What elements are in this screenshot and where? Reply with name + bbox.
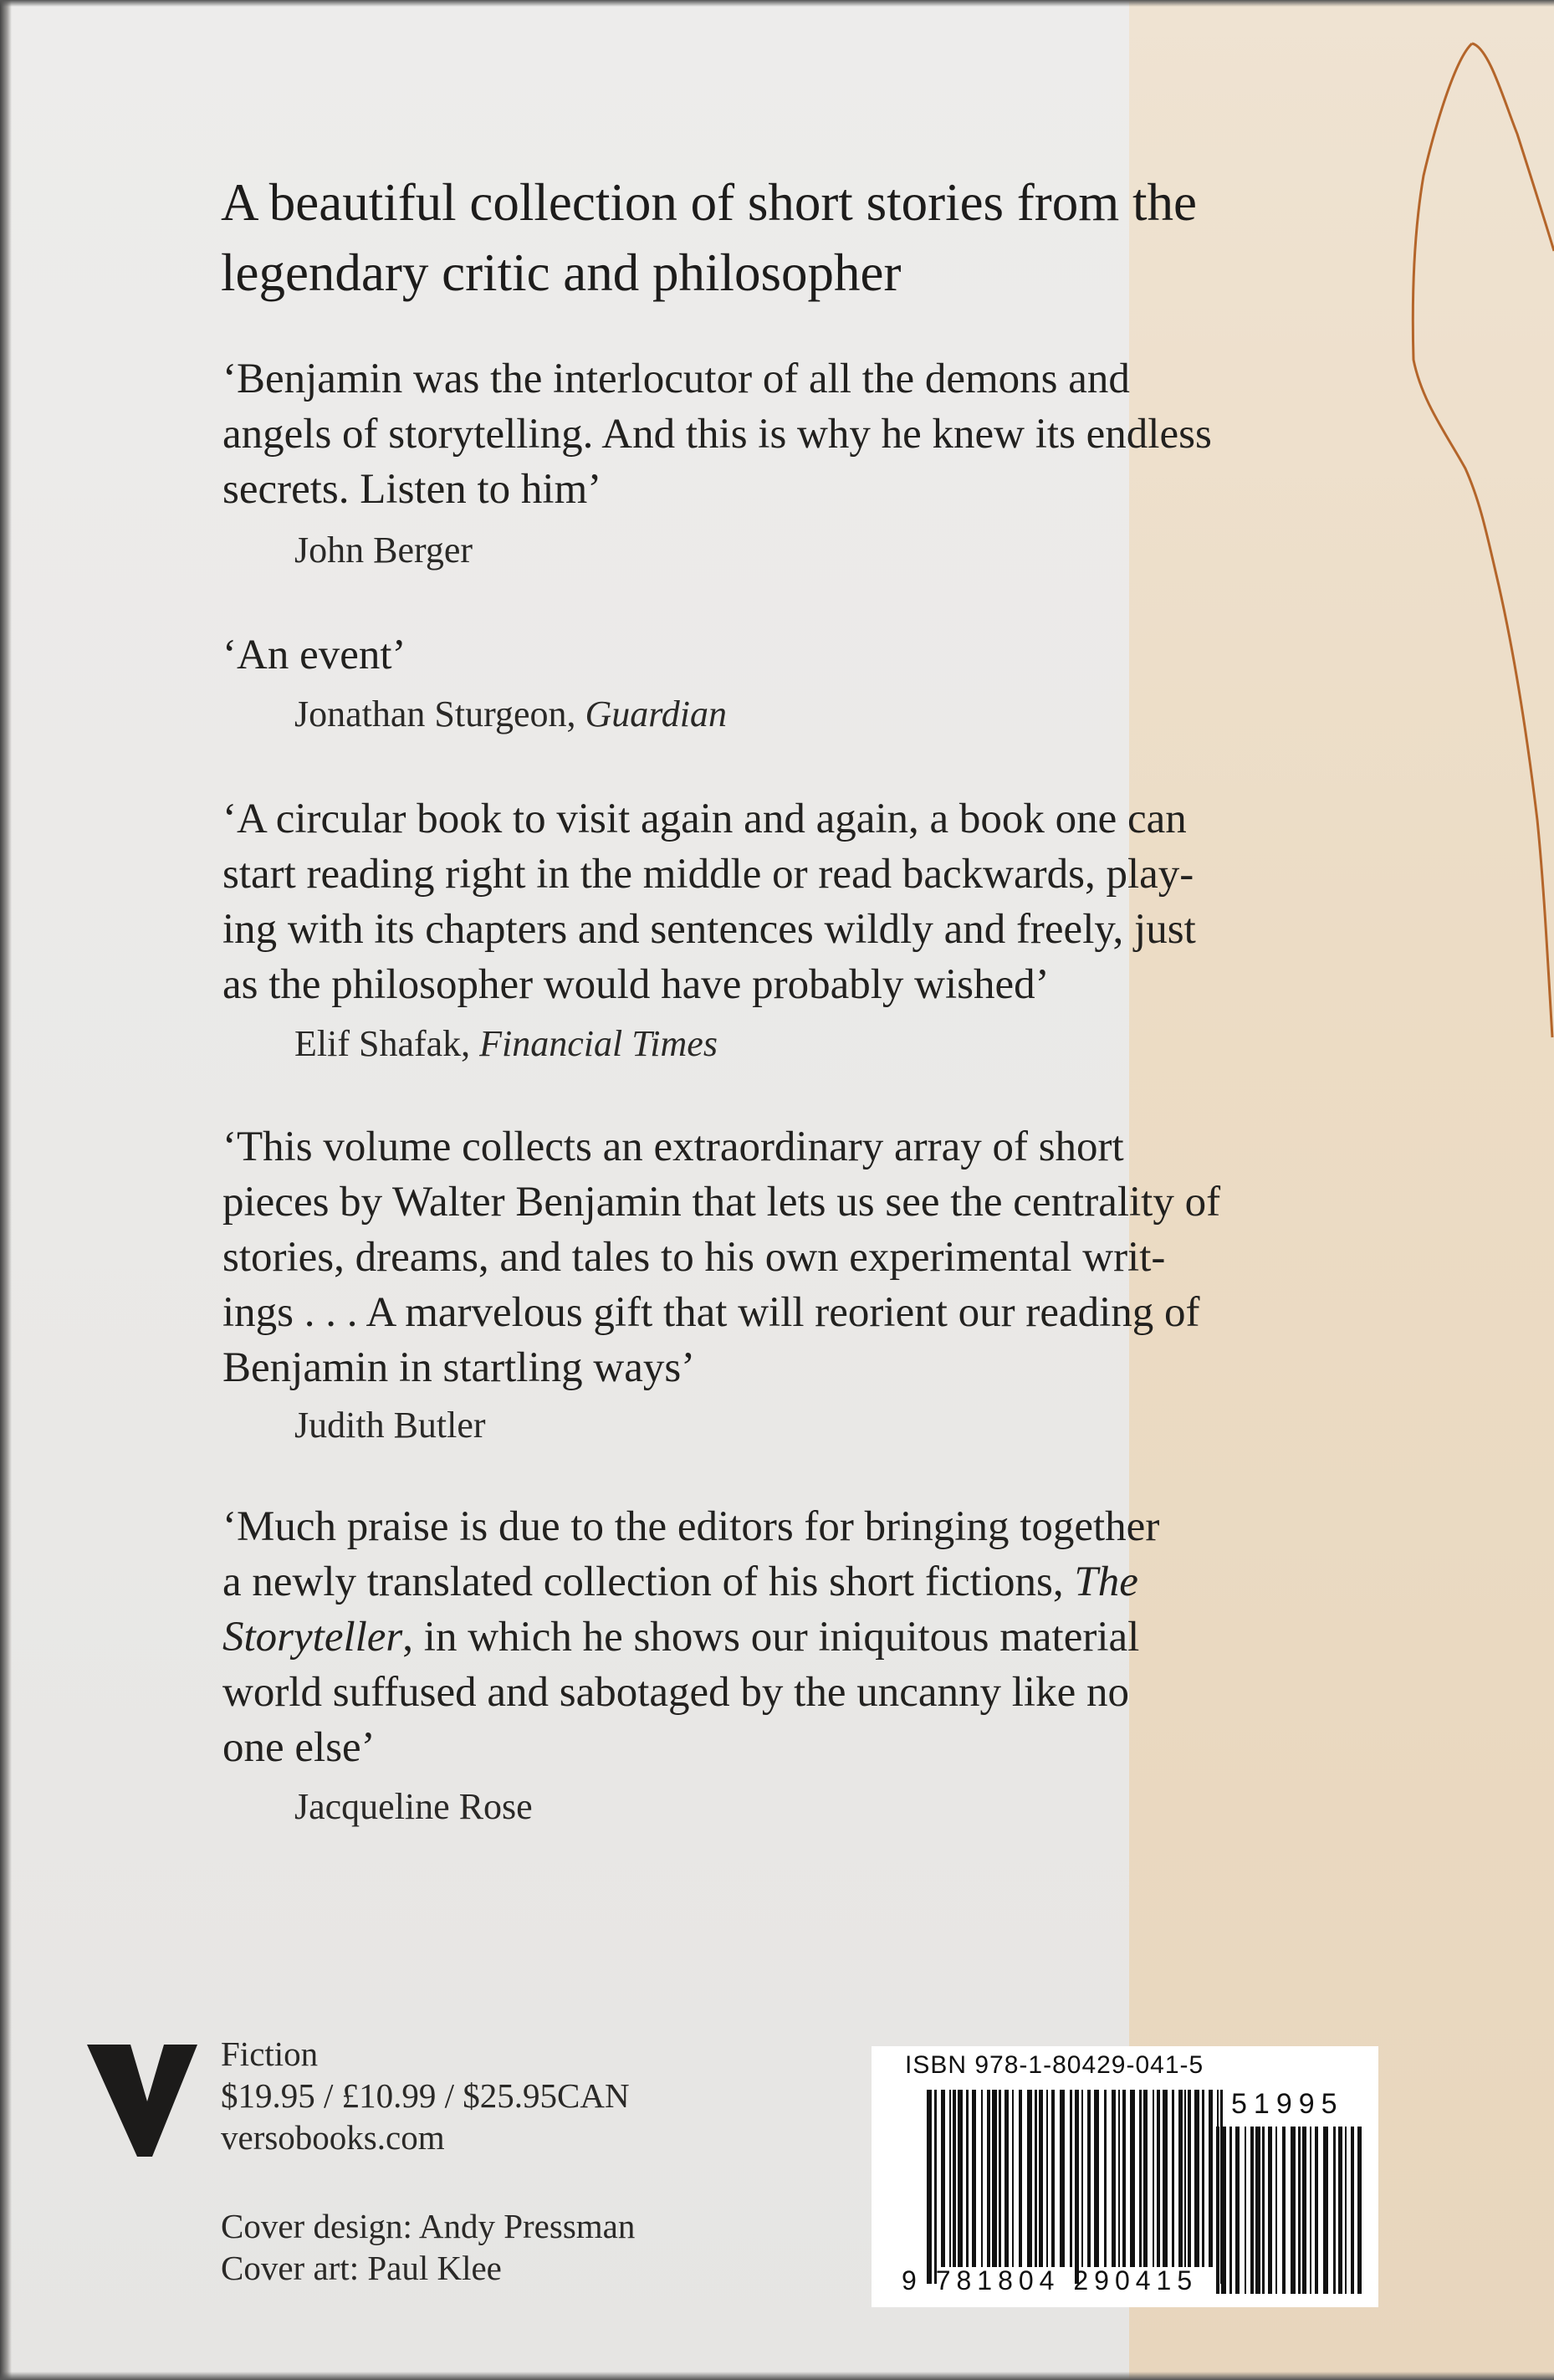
attribution-publication: Guardian xyxy=(585,694,727,734)
barcode-bars-main xyxy=(927,2090,1223,2284)
cover-art-credit: Cover art: Paul Klee xyxy=(221,2249,502,2287)
attribution-berger xyxy=(294,529,473,572)
quote-line: angels of storytelling. And this is why he knew its endless xyxy=(222,411,1212,458)
quote-line: , in which he shows our iniquitous material xyxy=(402,1614,1140,1661)
attribution-name: Judith Butler xyxy=(294,1405,486,1446)
barcode-bar xyxy=(1139,2090,1142,2267)
barcode-bar xyxy=(1310,2127,1311,2294)
quote-line: ings . . . A marvelous gift that will reorient our reading of xyxy=(222,1289,1200,1336)
headline-line-1: A beautiful collection of short stories from the xyxy=(221,173,1197,232)
barcode-bar xyxy=(1245,2127,1246,2294)
attribution-butler xyxy=(294,1404,486,1447)
attribution-sturgeon xyxy=(294,693,727,736)
barcode-bar xyxy=(1357,2127,1362,2294)
barcode-bar xyxy=(1172,2090,1174,2267)
barcode-bar xyxy=(1122,2090,1126,2267)
cover-headline xyxy=(221,167,1408,308)
quote-butler xyxy=(222,1119,1377,1395)
quote-line: ‘Benjamin was the interlocutor of all the demons and xyxy=(222,356,1130,402)
barcode-bar xyxy=(1268,2127,1272,2294)
barcode-bar xyxy=(1112,2090,1116,2267)
barcode-bar xyxy=(1075,2090,1079,2284)
publisher-website: versobooks.com xyxy=(221,2118,445,2157)
barcode-bar xyxy=(966,2090,969,2267)
barcode-bar xyxy=(1250,2127,1254,2294)
barcode-bar xyxy=(1104,2090,1107,2267)
barcode-bar xyxy=(1039,2090,1043,2267)
attribution-name: John Berger xyxy=(294,530,473,571)
quote-line: ‘An event’ xyxy=(222,632,406,678)
barcode-bar xyxy=(1094,2090,1099,2267)
barcode-bar xyxy=(1184,2090,1186,2267)
barcode-bar xyxy=(1338,2127,1342,2294)
barcode-bar xyxy=(972,2090,976,2267)
quote-sturgeon xyxy=(222,627,1377,683)
verso-v-logo xyxy=(87,2043,197,2158)
barcode-bar xyxy=(1221,2127,1226,2294)
barcode-bar xyxy=(927,2090,932,2284)
barcode-bar xyxy=(987,2090,990,2267)
barcode-bar xyxy=(1081,2090,1083,2267)
barcode-bar xyxy=(1163,2090,1168,2267)
barcode-bar xyxy=(1333,2127,1336,2294)
publisher-price: $19.95 / £10.99 / $25.95CAN xyxy=(221,2076,630,2115)
barcode-bar xyxy=(1209,2090,1213,2267)
barcode-bar xyxy=(1216,2127,1219,2294)
barcode-bar xyxy=(1051,2090,1055,2267)
barcode-bar xyxy=(1262,2127,1265,2294)
barcode-bar xyxy=(941,2090,945,2267)
barcode-bar xyxy=(1302,2127,1306,2294)
quote-italic-title-end: Storyteller xyxy=(222,1614,403,1661)
barcode-bar xyxy=(1046,2090,1048,2267)
attribution-publication: Financial Times xyxy=(479,1023,718,1064)
quote-rose xyxy=(222,1499,1377,1775)
barcode-bar xyxy=(1202,2090,1204,2267)
quote-line: stories, dreams, and tales to his own experimental writ- xyxy=(222,1234,1166,1281)
quote-line: world suffused and sabotaged by the uncanny like no xyxy=(222,1669,1129,1716)
barcode-bar xyxy=(1255,2127,1260,2294)
isbn-barcode xyxy=(872,2046,1378,2307)
barcode-bar xyxy=(1035,2090,1037,2267)
barcode-bar xyxy=(958,2090,963,2267)
barcode-bar xyxy=(1012,2090,1014,2267)
barcode-bar xyxy=(1157,2090,1160,2267)
barcode-bar xyxy=(1345,2127,1347,2294)
barcode-bar xyxy=(999,2090,1001,2267)
barcode-bar xyxy=(1194,2090,1199,2267)
barcode-bar xyxy=(1298,2127,1301,2294)
barcode-bar xyxy=(1178,2090,1183,2267)
quote-line: pieces by Walter Benjamin that lets us see the centrality of xyxy=(222,1179,1221,1226)
attribution-rose xyxy=(294,1785,533,1829)
barcode-bar xyxy=(1291,2127,1296,2294)
quote-line: Benjamin in startling ways’ xyxy=(222,1344,696,1391)
barcode-bar xyxy=(1027,2090,1032,2267)
barcode-bar xyxy=(953,2090,956,2267)
barcode-bar xyxy=(1275,2127,1277,2294)
barcode-bar xyxy=(1351,2127,1354,2294)
quote-line: ing with its chapters and sentences wildly and freely, just xyxy=(222,906,1196,953)
headline-line-2: legendary critic and philosopher xyxy=(221,243,902,302)
barcode-bar xyxy=(1060,2090,1065,2267)
barcode-bar xyxy=(992,2090,997,2267)
barcode-bar xyxy=(1143,2090,1148,2267)
barcode-bar xyxy=(1087,2090,1091,2267)
isbn-number: ISBN 978-1-80429-041-5 xyxy=(905,2051,1204,2079)
barcode-price-code: 51995 xyxy=(1231,2088,1344,2120)
cover-design-credit: Cover design: Andy Pressman xyxy=(221,2207,636,2245)
quote-berger xyxy=(222,351,1377,517)
quote-line: ‘This volume collects an extraordinary array of short xyxy=(222,1123,1124,1170)
barcode-bar xyxy=(1019,2090,1022,2267)
barcode-ean-digits: 9 781804 290415 xyxy=(902,2265,1199,2296)
quote-line: ‘A circular book to visit again and again, a book one can xyxy=(222,796,1187,842)
barcode-bars-addon xyxy=(1216,2127,1362,2294)
attribution-name: Jacqueline Rose xyxy=(294,1786,533,1827)
barcode-bar xyxy=(934,2090,937,2284)
barcode-bar xyxy=(1004,2090,1009,2267)
publisher-category: Fiction xyxy=(221,2035,319,2073)
barcode-bar xyxy=(1282,2127,1286,2294)
quote-line: ‘Much praise is due to the editors for bringing together xyxy=(222,1503,1160,1550)
barcode-bar xyxy=(1070,2090,1072,2267)
barcode-bar xyxy=(1229,2127,1232,2294)
barcode-bar xyxy=(1130,2090,1135,2267)
attribution-name: Elif Shafak, xyxy=(294,1023,471,1064)
barcode-bar xyxy=(1188,2090,1191,2267)
barcode-bar xyxy=(1315,2127,1318,2294)
quote-italic-title-start: The xyxy=(1074,1559,1138,1605)
quote-line: secrets. Listen to him’ xyxy=(222,466,602,513)
barcode-bar xyxy=(981,2090,983,2267)
barcode-bar xyxy=(949,2090,951,2267)
quote-line: one else’ xyxy=(222,1724,376,1771)
quote-line: as the philosopher would have probably wished’ xyxy=(222,961,1050,1008)
attribution-name: Jonathan Sturgeon, xyxy=(294,694,576,734)
quote-line: start reading right in the middle or read backwards, play- xyxy=(222,851,1194,898)
barcode-bar xyxy=(1323,2127,1328,2294)
attribution-shafak xyxy=(294,1022,718,1066)
quote-shafak xyxy=(222,791,1377,1012)
barcode-bar xyxy=(1235,2127,1240,2294)
barcode-bar xyxy=(1153,2090,1154,2267)
barcode-bar xyxy=(1118,2090,1120,2267)
quote-line: a newly translated collection of his short fictions, xyxy=(222,1559,1064,1605)
